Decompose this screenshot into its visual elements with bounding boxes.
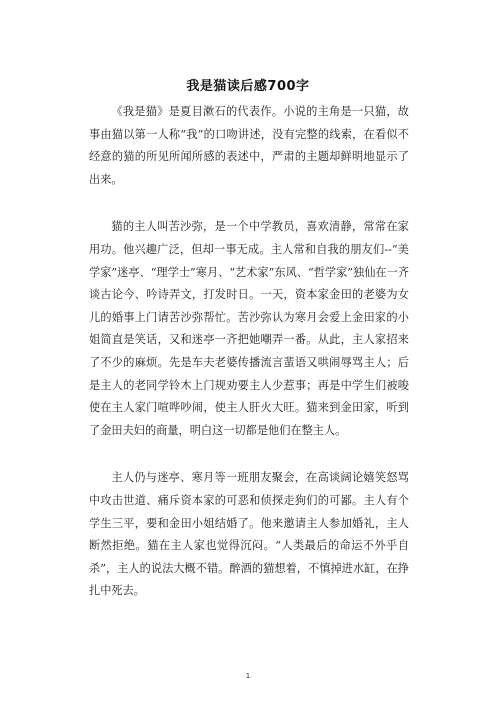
document-body [89,101,409,628]
paragraph-3: 主人仍与迷亭、寒月等一班朋友聚会，在高谈阔论嬉笑怒骂中攻击世道、痛斥资本家的可恶和侦探走狗们的可鄙。主人有个学生三平，要和金田小姐结婚了。他来邀请主人参加婚礼，主人断然拒绝。猫在主人家也觉得沉闷。“人类最后的命运不外乎自杀”，主人的说法大概不错。醉酒的猫想着，不慎掉进水缸，在挣扎中死去。 [89,471,409,598]
page-number: 1 [245,672,251,680]
document-title: 我是猫读后感700字 [186,79,310,94]
paragraph-1: 《我是猫》是夏目漱石的代表作。小说的主角是一只猫，故事由猫以第一人称“我”的口吻讲述，没有完整的线索，在看似不经意的猫的所见所闻所感的表述中，严肃的主题却鲜明地显示了出来。 [89,105,409,186]
paragraph-2: 猫的主人叫苦沙弥，是一个中学教员，喜欢清静，常常在家用功。他兴趣广泛，但却一事无成。主人常和自我的朋友们--“美学家”迷亭、“理学士”寒月、“艺术家”东风、“哲学家”独仙在一齐谈古论今、吟诗弄文，打发时日。一天，资本家金田的老婆为女儿的婚事上门请苦沙弥帮忙。苦沙弥认为寒月会爱上金田家的小姐简直是笑话，又和迷亭一齐把她嘲弄一番。从此，主人家招来了不少的麻烦。先是车夫老婆传播流言蜚语又哄闹辱骂主人；后是主人的老同学铃木上门规劝要主人少惹事；再是中学生们被唆使在主人家门喧哗吵闹，使主人肝火大旺。猫来到金田家，听到了金田夫妇的商量，明白这一切都是他们在整主人。 [89,220,409,437]
